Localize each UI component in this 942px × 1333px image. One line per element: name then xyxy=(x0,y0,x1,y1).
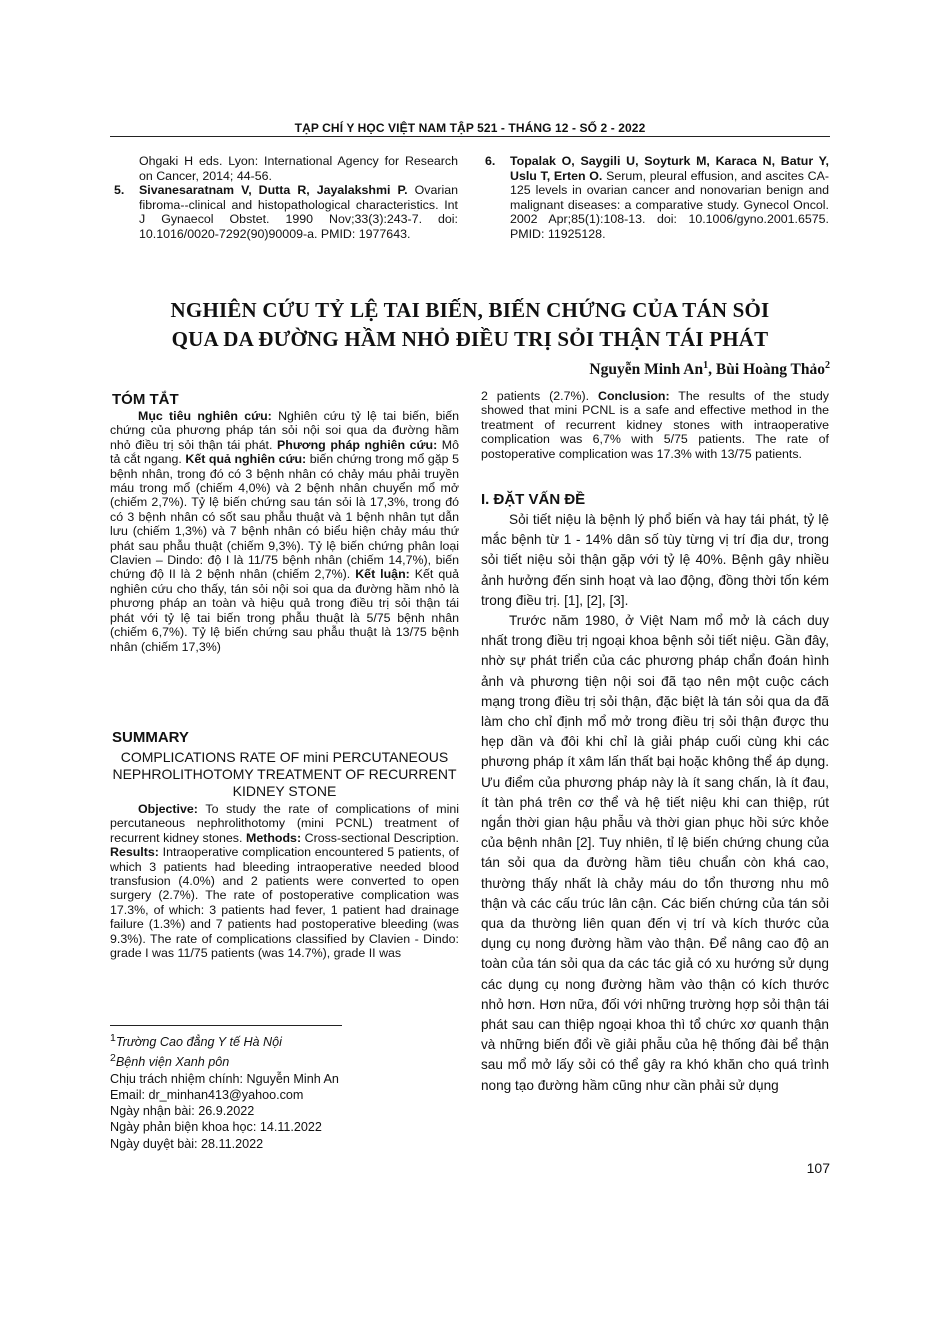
reference-5-authors: Sivanesaratnam V, Dutta R, Jayalakshmi P. xyxy=(139,183,408,197)
page-number: 107 xyxy=(806,1160,830,1176)
tomtat-phuongphap-text: Mô tả cắt ngang. xyxy=(110,437,459,467)
summary-methods-text: Cross-sectional Description. xyxy=(301,830,459,845)
summary-conclusion-label: Conclusion: xyxy=(598,389,670,403)
introduction-paragraph-2: Trước năm 1980, ở Việt Nam mổ mở là cách duy nhất trong điều trị ngoại khoa bệnh sỏi tiết niệu. Gần đây, nhờ sự phát triển của các phương pháp chẩn đoán hình ảnh và phương tiện nội soi đã tạo nên một cuộc cách mạng trong điều trị sỏi thận, đặc biệt là tán sỏi qua da đã làm cho chỉ định mổ mở trong điều trị sỏi thận được thu hẹp dần và đôi khi chỉ là giải pháp cuối cùng khi các phương pháp ít xâm lấn thất bại hoặc không thể áp dụng. Ưu điểm của phương pháp này là ít sang chấn, là ít đau, ít tàn phá trên cơ thể và hệ tiết niệu khi can thiệp, rút ngắn thời gian hậu phẫu và thời gian phục hồi sức khỏe của bệnh nhân [2]. Tuy nhiên, tỉ lệ biến chứng chung của tán sỏi qua da đường hầm tiêu chuẩn còn khá cao, thường thấy nhất là chảy máu do tổn thương nhu mô thận và các cấu trúc lân cận. Các biến chứng của tán sỏi qua da thường liên quan đến vị trí và kích thước của dụng cụ nong đường hầm vào thận. Để nâng cao độ an toàn của tán sỏi qua da các tác giả có xu hướng sử dụng các dụng cụ nong đường hầm vào thận có kích thước nhỏ hơn. Hơn nữa, đối với những trường hợp sỏi thận tái phát sau can thiệp ngoại khoa thì tổ chức xơ quanh thận và những biến đổi về giải phẫu của hệ thống đài bể thận sau mổ mở lấy sỏi có thể gây ra khó khăn cho quá trình nong tạo đường hầm cũng như cần phải sử dụng xyxy=(481,613,829,1093)
reference-5-number: 5. xyxy=(114,183,125,197)
summary-methods-label: Methods: xyxy=(246,830,302,845)
summary-results-label: Results: xyxy=(110,845,159,860)
summary-abstract xyxy=(110,802,459,960)
introduction-heading: I. ĐẶT VẤN ĐỀ xyxy=(481,491,586,508)
reference-6 xyxy=(485,154,829,242)
tomtat-heading: TÓM TẮT xyxy=(112,391,179,408)
footnote-affiliation-2 xyxy=(110,1050,459,1070)
reference-5-text: Ovarian fibroma--clinical and histopathological characteristics. Int J Gynaecol Obstet. 1990 Nov;33(3):243-7. doi: 10.1016/0020-7292(90)90009-a. PMID: 1977643. xyxy=(139,183,458,241)
summary-objective-text: To study the rate of complications of mini percutaneous nephrolithotomy (mini PCNL) treatment of recurrent kidney stones. xyxy=(110,802,459,845)
introduction-body xyxy=(481,510,829,1096)
reference-6-authors: Topalak O, Saygili U, Soyturk M, Karaca N, Batur Y, Uslu T, Erten O. xyxy=(510,154,829,183)
footnote-1-text: Trường Cao đẳng Y tế Hà Nội xyxy=(115,1035,282,1050)
article-title-line-2: QUA DA ĐƯỜNG HẦM NHỎ ĐIỀU TRỊ SỎI THẬN TÁI PHÁT xyxy=(171,327,769,351)
tomtat-ketqua-text: biến chứng trong mổ gặp 5 bệnh nhân, trong đó có 3 bệnh nhân có chảy máu phải truyền máu trong mổ (chiếm 4,0%) và 2 bệnh nhân chuyển mổ mở (chiếm 2,7%). Tỷ lệ biến chứng sau tán sỏi là 17,3%, trong đó có 3 bệnh nhân có sốt sau phẫu thuật và 1 bệnh nhân tụt dẫn lưu (chiếm 1,3%) và 7 bệnh nhân có biểu hiện chảy máu thứ phát sau phẫu thuật (chiếm 9,3%). Tỷ lệ biến chứng phân loại Clavien – Dindo: độ I là 11/75 bệnh nhân (chiếm 14,7%), biến chứng độ II là 2 bệnh nhân (chiếm 2,7%). xyxy=(110,452,459,582)
footnote-2-text: Bệnh viện Xanh pôn xyxy=(115,1055,230,1070)
summary-abstract-continuation xyxy=(481,389,829,461)
date-reviewed: Ngày phản biện khoa học: 14.11.2022 xyxy=(110,1120,322,1135)
date-accepted: Ngày duyệt bài: 28.11.2022 xyxy=(110,1136,264,1151)
tomtat-muctieu-text: Nghiên cứu tỷ lệ tai biến, biến chứng của phương pháp tán sỏi nội soi qua da đường hầm nhỏ điều trị sỏi thận tái phát. xyxy=(110,409,459,452)
tomtat-muctieu-label: Mục tiêu nghiên cứu: xyxy=(138,409,272,423)
summary-objective-label: Objective: xyxy=(138,802,198,816)
author-1-affiliation: 1 xyxy=(703,360,709,371)
footnote-1-marker: 1 xyxy=(110,1032,116,1044)
tomtat-abstract xyxy=(110,409,459,654)
corresponding-author: Chịu trách nhiệm chính: Nguyễn Minh An xyxy=(110,1071,339,1086)
tomtat-phuongphap-label: Phương pháp nghiên cứu: xyxy=(277,437,438,452)
summary-heading: SUMMARY xyxy=(112,729,189,746)
tomtat-ketluan-label: Kết luận: xyxy=(355,567,410,582)
reference-4-continuation xyxy=(139,154,458,183)
author-2-affiliation: 2 xyxy=(825,360,830,371)
footnote-2-marker: 2 xyxy=(110,1052,116,1065)
author-2: Bùi Hoàng Thảo xyxy=(715,361,825,379)
reference-6-text: Serum, pleural effusion, and ascites CA-125 levels in ovarian cancer and nonovarian benign and malignant diseases: a comparative study. Gynecol Oncol. 2002 Apr;85(1):108-13. doi: 10.1006/gyno.2001.6575. PMID: 11925128. xyxy=(510,168,829,241)
footnotes xyxy=(110,1030,459,1152)
author-separator: , xyxy=(708,361,716,379)
footnote-affiliation-1 xyxy=(110,1030,459,1050)
author-1: Nguyễn Minh An xyxy=(589,361,704,379)
reference-5 xyxy=(114,183,458,241)
reference-4-text: Ohgaki H eds. Lyon: International Agency for Research on Cancer, 2014; 44-56. xyxy=(139,154,458,183)
journal-header: TẠP CHÍ Y HỌC VIỆT NAM TẬP 521 - THÁNG 12 - SỐ 2 - 2022 xyxy=(294,121,646,135)
summary-title: COMPLICATIONS RATE OF mini PERCUTANEOUS NEPHROLITHOTOMY TREATMENT OF RECURRENT KIDNEY STONE xyxy=(112,749,457,799)
summary-conclusion-text: The results of the study showed that mini PCNL is a safe and effective method in the treatment of recurrent kidney stones with intraoperative complication was 6,7% with 5/75 patients. The rate of postoperative complication was 17.3% with 13/75 patients. xyxy=(481,389,829,461)
reference-6-number: 6. xyxy=(485,154,496,168)
author-list xyxy=(589,360,830,379)
article-title-line-1: NGHIÊN CỨU TỶ LỆ TAI BIẾN, BIẾN CHỨNG CỦA TÁN SỎI xyxy=(170,298,770,322)
tomtat-ketqua-label: Kết quả nghiên cứu: xyxy=(185,452,307,467)
date-received: Ngày nhận bài: 26.9.2022 xyxy=(110,1104,255,1119)
tomtat-ketluan-text: Kết quả nghiên cứu cho thấy, tán sỏi nội soi qua da đường hầm nhỏ là phương pháp an toàn và hiệu quả trong điều trị sỏi thận tái phát với tỷ lệ tai biến trong phẫu thuật là 5/75 bệnh nhân (chiếm 6,7%). Tỷ lệ biến chứng sau phẫu thuật là 13/75 bệnh nhân (chiếm 17,3%) xyxy=(110,567,459,654)
footnote-rule xyxy=(110,1025,342,1026)
summary-results-text: Intraoperative complication encountered 5 patients, of which 3 patients had bleeding intraoperative needed blood transfusion (4.0%) and 2 patients were converted to open surgery (2.7%). The rate of postoperative complication was 17.3%, of which: 3 patients had fever, 1 patient had drainage failure (1.3%) and 7 patients had postoperative bleeding (was 9.3%). The rate of complications classified by Clavien - Dindo: grade I was 11/75 patients (was 14.7%), grade II was xyxy=(110,845,459,961)
article-title xyxy=(120,296,820,354)
summary-results-continuation: 2 patients (2.7%). xyxy=(481,389,598,403)
corresponding-email: Email: dr_minhan413@yahoo.com xyxy=(110,1087,304,1102)
header-rule xyxy=(110,136,830,137)
introduction-paragraph-1: Sỏi tiết niệu là bệnh lý phổ biến và hay tái phát, tỷ lệ mắc bệnh từ 1 - 14% dân số tùy từng vị trí địa dư, trong sỏi tiết niệu sỏi thận gặp với tỷ lệ 40%. Bệnh gây nhiều ảnh hưởng đến sinh hoạt và lao động, đồng thời tốn kém trong điều trị. [1], [2], [3]. xyxy=(481,512,829,608)
